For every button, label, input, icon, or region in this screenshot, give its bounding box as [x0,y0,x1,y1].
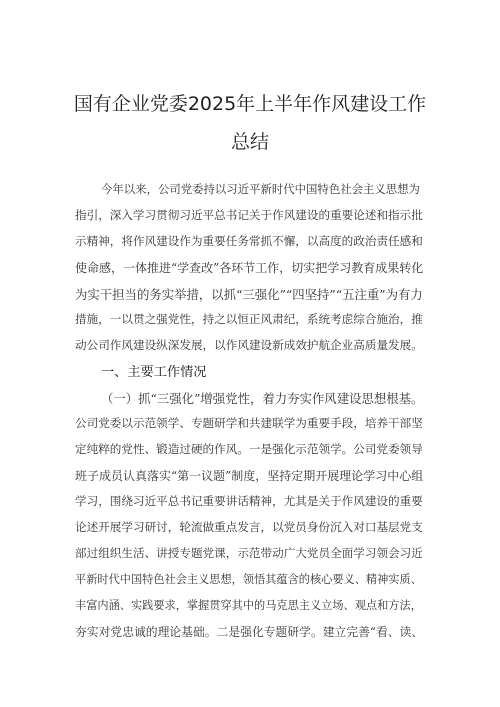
section-heading: 一、主要工作情况 [101,365,207,380]
section-line: 班子成员认真落实“第一议题”制度，坚持定期开展理论学习中心组 [75,469,424,483]
section-line: 平新时代中国特色社会主义思想，领悟其蕴含的核心要义、精神实质、 [75,573,422,586]
intro-line: 为实干担当的务实举措，以抓“三强化”“四坚持”“五注重”为有力 [75,287,423,302]
section-line: 定纯粹的党性、锻造过硬的作风。一是强化示范领学。公司党委领导 [75,442,423,456]
section-line: 部过组织生活、讲授专题党课，示范带动广大党员全面学习领会习近 [75,546,423,560]
section-line: 学习，围绕习近平总书记重要讲话精神，尤其是关于作风建设的重要 [75,494,423,508]
document-title-line-1: 国有企业党委2025年上半年作风建设工作 [73,93,427,115]
intro-line: 今年以来，公司党委持以习近平新时代中国特色社会主义思想为 [101,182,420,196]
intro-line: 措施，一以贯之强党性，持之以恒正风肃纪，系统考虑综合施治，推 [75,312,423,326]
intro-line: 示精神，将作风建设作为重要任务常抓不懈，以高度的政治责任感和 [75,234,423,248]
intro-line: 指引，深入学习贯彻习近平总书记关于作风建设的重要论述和指示批 [75,208,423,222]
section-line: 夯实对党忠诚的理论基础。二是强化专题研学。建立完善“看、读、 [75,625,424,639]
document-title-line-2: 总结 [230,131,269,153]
section-line: 论述开展学习研讨，轮流做重点发言，以党员身份沉入对口基层党支 [75,520,423,534]
section-line: 丰富内涵、实践要求，掌握贯穿其中的马克思主义立场、观点和方法， [75,599,422,612]
section-line: （一）抓“三强化”增强党性，着力夯实作风建设思想根基。 [101,391,424,406]
section-line: 公司党委以示范领学、专题研学和共建联学为重要手段，培养干部坚 [75,416,423,430]
intro-line: 使命感，一体推进“学查改”各环节工作，切实把学习教育成果转化 [75,261,424,275]
intro-line: 动公司作风建设纵深发展，以作风建设新成效护航企业高质量发展。 [75,338,423,352]
